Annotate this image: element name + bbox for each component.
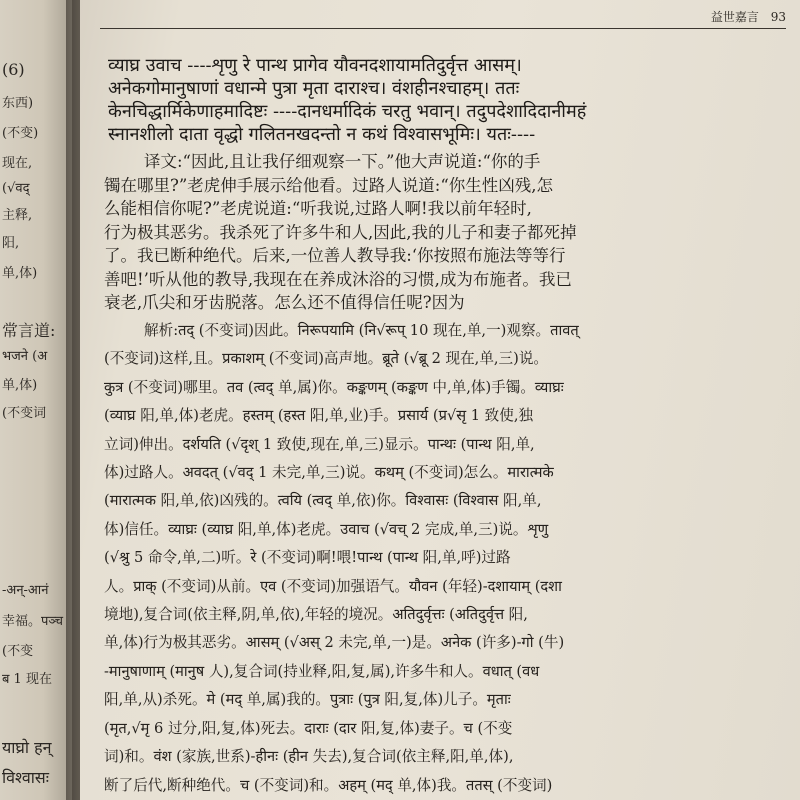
analysis-line: (मारात्मक 阳,单,依)凶残的。त्वयि (त्वद् 单,依)你。विश्वासः (विश्वास 阳,单, (104, 492, 542, 510)
left-fragment: (不变) (2, 126, 39, 141)
translation-paragraph (104, 150, 784, 315)
analysis-line: (不变词)这样,且。प्रकाशम् (不变词)高声地。ब्रूते (√ब्रू 2 现在,单,三)说。 (104, 350, 549, 368)
left-fragment: (不变 (2, 644, 34, 659)
analysis-line: (मृत,√मृ 6 过分,阳,复,体)死去。दाराः (दार 阳,复,体)妻子。च (不变 (104, 719, 513, 737)
analysis-line: (√श्रु 5 命令,单,二)听。रे (不变词)啊!喂!पान्थ (पान्थ 阳,单,呼)过路 (104, 549, 511, 567)
left-fragment: 主释, (2, 208, 33, 223)
left-fragment: याघ्रो हन् (2, 738, 52, 757)
analysis-line: 阳,单,从)杀死。मे (मद् 单,属)我的。पुत्राः (पुत्र 阳,复,体)儿子。मृताः (104, 691, 511, 709)
analysis-line: 立词)伸出。दर्शयति (√दृश् 1 致使,现在,单,三)显示。पान्थः (पान्थ 阳,单, (104, 435, 535, 453)
left-fragment: (6) (2, 60, 25, 79)
analysis-line: 体)信任。व्याघ्रः (व्याघ्र 阳,单,体)老虎。उवाच (√वच् 2 完成,单,三)说。शृणु (104, 520, 549, 538)
analysis-line: 词)和。वंश (家族,世系)-हीनः (हीन 失去),复合词(依主释,阳,单,体), (104, 748, 514, 766)
left-fragment: 幸福。पञ्च (2, 614, 63, 629)
running-header (100, 8, 786, 29)
analysis-line: 境地),复合词(依主释,阴,单,依),年轻的境况。अतिदुर्वृत्तः (अतिदुर्वृत्त 阳, (104, 606, 528, 624)
analysis-paragraph (104, 317, 784, 800)
translation-line: 善吧!’听从他的教导,我现在在养成沐浴的习惯,成为布施者。我已 (104, 269, 572, 289)
analysis-line: 单,体)行为极其恶劣。आसम् (√अस् 2 未完,单,一)是。अनेक (许多)-गो (牛) (104, 634, 565, 652)
analysis-line: 断了后代,断种绝代。च (不变词)和。अहम् (मद् 单,体)我。ततस् (不变词) (104, 776, 553, 794)
analysis-line: कुत्र (不变词)哪里。तव (त्वद् 单,属)你。कङ्कणम् (कङ्कण 中,单,体)手镯。व्याघ्रः (104, 378, 564, 396)
header-title: 益世嘉言 (710, 10, 759, 24)
sanskrit-line: केनचिद्धार्मिकेणाहमादिष्टः ----दानधर्मादिकं चरतु भवान्। तदुपदेशादिदानीमहं (108, 101, 587, 122)
left-fragment: 现在, (2, 156, 33, 171)
sanskrit-verse (108, 54, 778, 146)
left-fragment: (不变词 (2, 406, 47, 421)
left-fragment: 阳, (2, 236, 20, 251)
translation-line: 了。我已断种绝代。后来,一位善人教导我:‘你按照布施法等等行 (104, 246, 566, 265)
left-fragment: विश्वासः (2, 768, 49, 787)
translation-line: 镯在哪里?”老虎伸手展示给他看。过路人说道:“你生性凶残,怎 (104, 175, 554, 195)
page-number: 93 (770, 10, 786, 24)
book-page (80, 0, 800, 800)
left-fragment: -अन्-आनं (2, 583, 49, 598)
left-fragment: (√वद् (2, 181, 30, 196)
translation-line: 衰老,爪尖和牙齿脱落。怎么还不值得信任呢?因为 (104, 293, 465, 312)
left-fragment: ब 1 现在 (2, 672, 52, 687)
analysis-line: 人。प्राक् (不变词)从前。एव (不变词)加强语气。यौवन (年轻)-दशायाम् (दशा (104, 577, 562, 595)
translation-line: 行为极其恶劣。我杀死了许多牛和人,因此,我的儿子和妻子都死掉 (104, 222, 577, 242)
analysis-line: 解析:तद् (不变词)因此。निरूपयामि (नि√रूप् 10 现在,单,一)观察。तावत् (144, 322, 579, 339)
left-facing-page (0, 0, 72, 800)
analysis-line: -मानुषाणाम् (मानुष 人),复合词(持业释,阳,复,属),许多牛和人。वधात् (वध (104, 662, 540, 680)
left-fragment: 常言道: (2, 321, 56, 340)
left-fragment: 单,体) (2, 266, 38, 281)
translation-line: 译文:“因此,且让我仔细观察一下。”他大声说道:“你的手 (144, 152, 541, 171)
analysis-line: (व्याघ्र 阳,单,体)老虎。हस्तम् (हस्त 阳,单,业)手。प्रसार्य (प्र√सृ 1 致使,独 (104, 407, 534, 425)
left-fragment: 东西) (2, 96, 34, 111)
analysis-line: 体)过路人。अवदत् (√वद् 1 未完,单,三)说。कथम् (不变词)怎么。मारात्मके (104, 464, 554, 482)
sanskrit-line: स्नानशीलो दाता वृद्धो गलितनखदन्तो न कथं विश्वासभूमिः। यतः---- (108, 124, 536, 145)
sanskrit-line: अनेकगोमानुषाणां वधान्मे पुत्रा मृता दाराश्च। वंशहीनश्चाहम्। ततः (108, 78, 520, 99)
left-fragment: 单,体) (2, 378, 38, 393)
left-fragment: भजने (अ (2, 349, 48, 364)
translation-line: 么能相信你呢?”老虎说道:“听我说,过路人啊!我以前年轻时, (104, 199, 532, 218)
sanskrit-line: व्याघ्र उवाच ----शृणु रे पान्थ प्रागेव यौवनदशायामतिदुर्वृत्त आसम्। (108, 55, 522, 76)
